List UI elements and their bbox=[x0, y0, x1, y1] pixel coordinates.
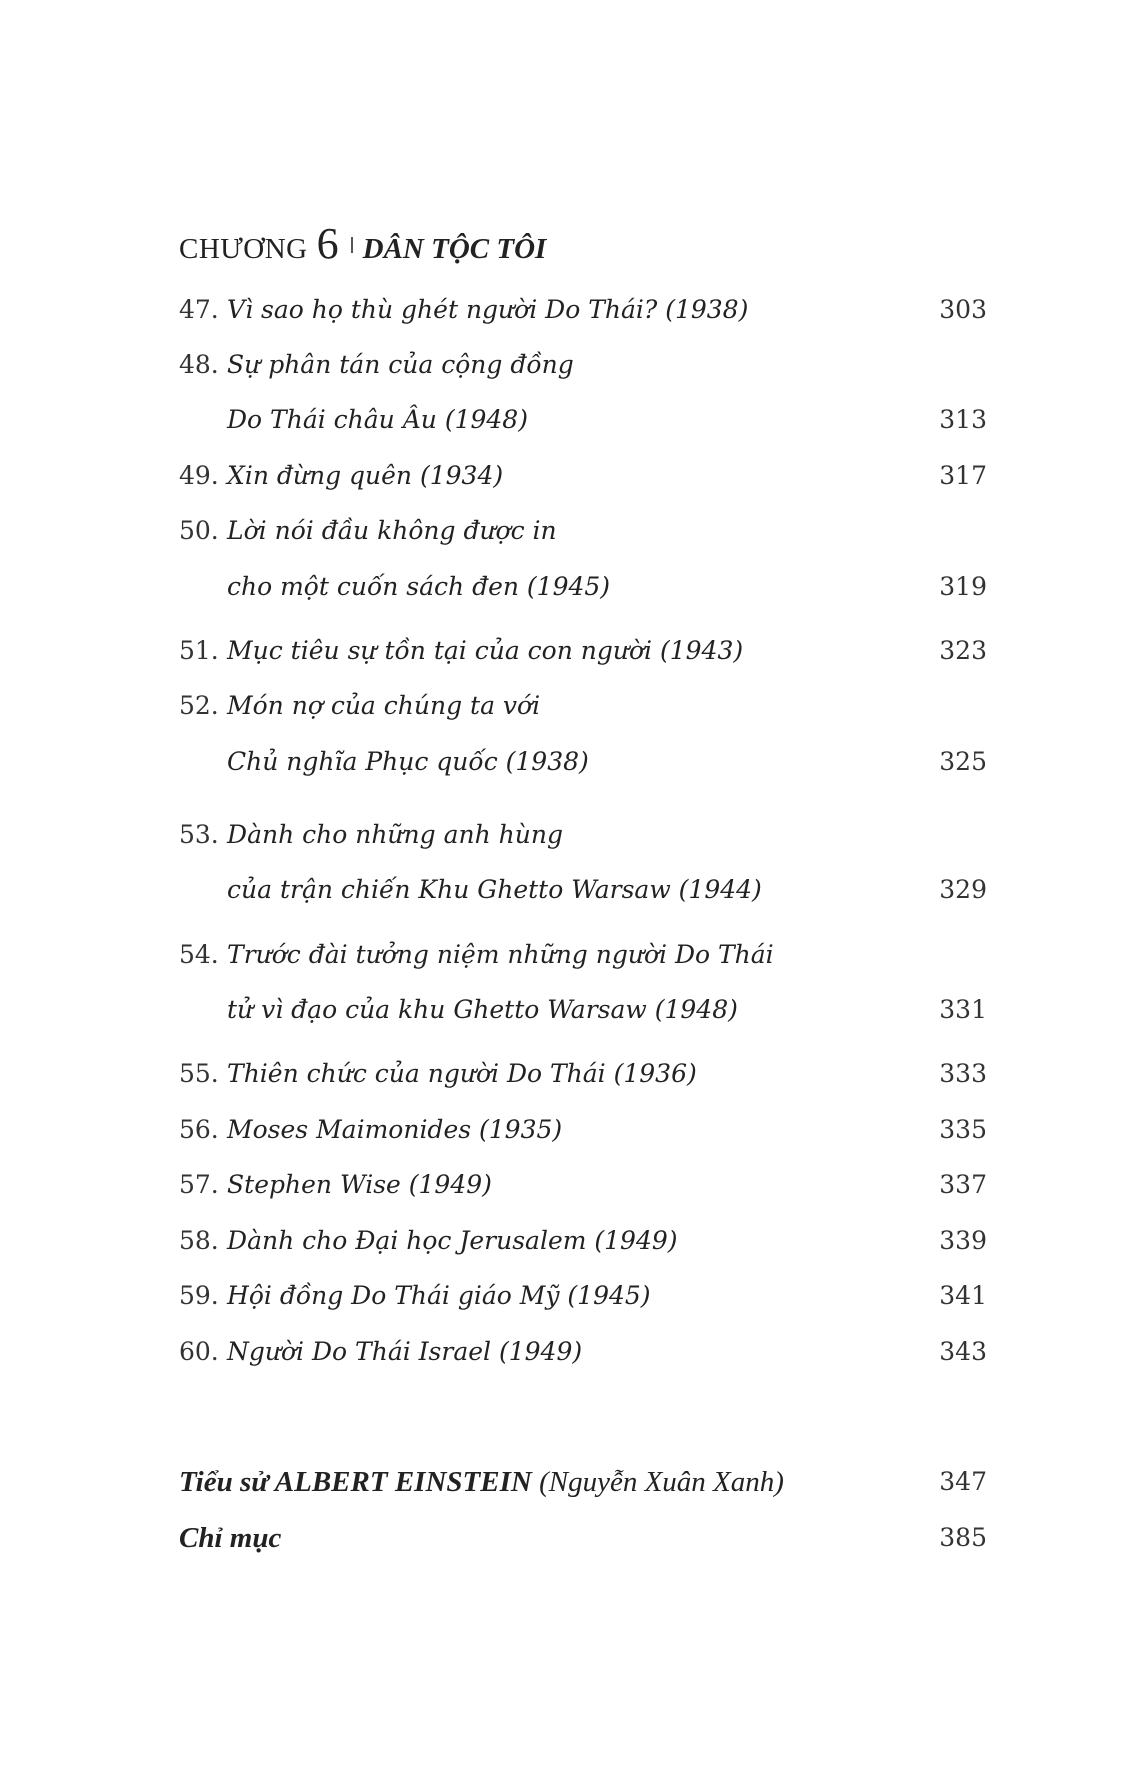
toc-entry-50 bbox=[179, 511, 987, 551]
entry-title: Món nợ của chúng ta với bbox=[227, 691, 541, 720]
toc-entry-index bbox=[179, 1518, 987, 1558]
entry-title-cont: Chủ nghĩa Phục quốc (1938) bbox=[227, 747, 589, 776]
entry-number: 49. bbox=[179, 461, 219, 490]
entry-number: 52. bbox=[179, 691, 219, 720]
entry-number: 57. bbox=[179, 1170, 219, 1199]
entry-title: Vì sao họ thù ghét người Do Thái? (1938) bbox=[227, 295, 749, 324]
entry-number: 58. bbox=[179, 1226, 219, 1255]
chapter-title: DÂN TỘC TÔI bbox=[362, 233, 547, 265]
chapter-number: 6 bbox=[316, 219, 339, 268]
toc-entry-58 bbox=[179, 1221, 987, 1261]
entry-page: 319 bbox=[939, 572, 987, 601]
entry-title-bold: Chỉ mục bbox=[179, 1522, 282, 1554]
entry-title: Stephen Wise (1949) bbox=[227, 1170, 492, 1199]
entry-number: 56. bbox=[179, 1115, 219, 1144]
entry-number: 53. bbox=[179, 820, 219, 849]
entry-number: 47. bbox=[179, 295, 219, 324]
toc-entry-48-cont bbox=[227, 400, 987, 440]
entry-number: 59. bbox=[179, 1281, 219, 1310]
toc-entry-52-cont bbox=[227, 742, 987, 782]
entry-page: 325 bbox=[939, 747, 987, 776]
entry-title bbox=[179, 1466, 784, 1498]
entry-title: Dành cho Đại học Jerusalem (1949) bbox=[227, 1226, 678, 1255]
entry-title: Sự phân tán của cộng đồng bbox=[227, 350, 574, 379]
toc-entry-49 bbox=[179, 456, 987, 496]
toc-entry-50-cont bbox=[227, 567, 987, 607]
entry-title-cont: cho một cuốn sách đen (1945) bbox=[227, 572, 611, 601]
entry-page: 385 bbox=[939, 1523, 987, 1552]
entry-title-cont: tử vì đạo của khu Ghetto Warsaw (1948) bbox=[227, 995, 738, 1024]
entry-page: 303 bbox=[939, 295, 987, 324]
entry-page: 347 bbox=[939, 1467, 987, 1496]
entry-title-rest: (Nguyễn Xuân Xanh) bbox=[531, 1466, 784, 1498]
toc-entry-48 bbox=[179, 345, 987, 385]
entry-number: 48. bbox=[179, 350, 219, 379]
entry-title: Xin đừng quên (1934) bbox=[227, 461, 504, 490]
entry-number: 54. bbox=[179, 940, 219, 969]
entry-page: 337 bbox=[939, 1170, 987, 1199]
toc-entry-51 bbox=[179, 631, 987, 671]
toc-entry-55 bbox=[179, 1054, 987, 1094]
entry-title: Lời nói đầu không được in bbox=[227, 516, 557, 545]
entry-page: 313 bbox=[939, 405, 987, 434]
entry-number: 60. bbox=[179, 1337, 219, 1366]
entry-title: Dành cho những anh hùng bbox=[227, 820, 563, 849]
toc-entry-biography bbox=[179, 1462, 987, 1502]
entry-title: Moses Maimonides (1935) bbox=[227, 1115, 563, 1144]
entry-page: 339 bbox=[939, 1226, 987, 1255]
toc-entry-53 bbox=[179, 815, 987, 855]
entry-title-cont: Do Thái châu Âu (1948) bbox=[227, 405, 528, 434]
entry-title: Người Do Thái Israel (1949) bbox=[227, 1337, 583, 1366]
entry-title: Trước đài tưởng niệm những người Do Thái bbox=[227, 940, 774, 969]
entry-page: 333 bbox=[939, 1059, 987, 1088]
entry-page: 341 bbox=[939, 1281, 987, 1310]
toc-entry-47 bbox=[179, 290, 987, 330]
entry-number: 55. bbox=[179, 1059, 219, 1088]
toc-entry-59 bbox=[179, 1276, 987, 1316]
chapter-heading bbox=[179, 218, 547, 268]
entry-page: 331 bbox=[939, 995, 987, 1024]
entry-title: Thiên chức của người Do Thái (1936) bbox=[227, 1059, 697, 1088]
toc-entry-53-cont bbox=[227, 870, 987, 910]
entry-title-cont: của trận chiến Khu Ghetto Warsaw (1944) bbox=[227, 875, 762, 904]
toc-entry-54 bbox=[179, 935, 987, 975]
entry-title-bold: Tiểu sử ALBERT EINSTEIN bbox=[179, 1466, 532, 1498]
toc-entry-56 bbox=[179, 1110, 987, 1150]
chapter-separator bbox=[351, 237, 353, 253]
toc-entry-54-cont bbox=[227, 990, 987, 1030]
toc-entry-57 bbox=[179, 1165, 987, 1205]
entry-page: 343 bbox=[939, 1337, 987, 1366]
entry-title bbox=[179, 1522, 281, 1554]
entry-page: 335 bbox=[939, 1115, 987, 1144]
entry-page: 323 bbox=[939, 636, 987, 665]
entry-number: 50. bbox=[179, 516, 219, 545]
entry-page: 329 bbox=[939, 875, 987, 904]
entry-title: Mục tiêu sự tồn tại của con người (1943) bbox=[227, 636, 744, 665]
entry-number: 51. bbox=[179, 636, 219, 665]
entry-title: Hội đồng Do Thái giáo Mỹ (1945) bbox=[227, 1281, 651, 1310]
entry-page: 317 bbox=[939, 461, 987, 490]
toc-entry-52 bbox=[179, 686, 987, 726]
toc-entry-60 bbox=[179, 1332, 987, 1372]
chapter-label: CHƯƠNG bbox=[179, 233, 308, 265]
